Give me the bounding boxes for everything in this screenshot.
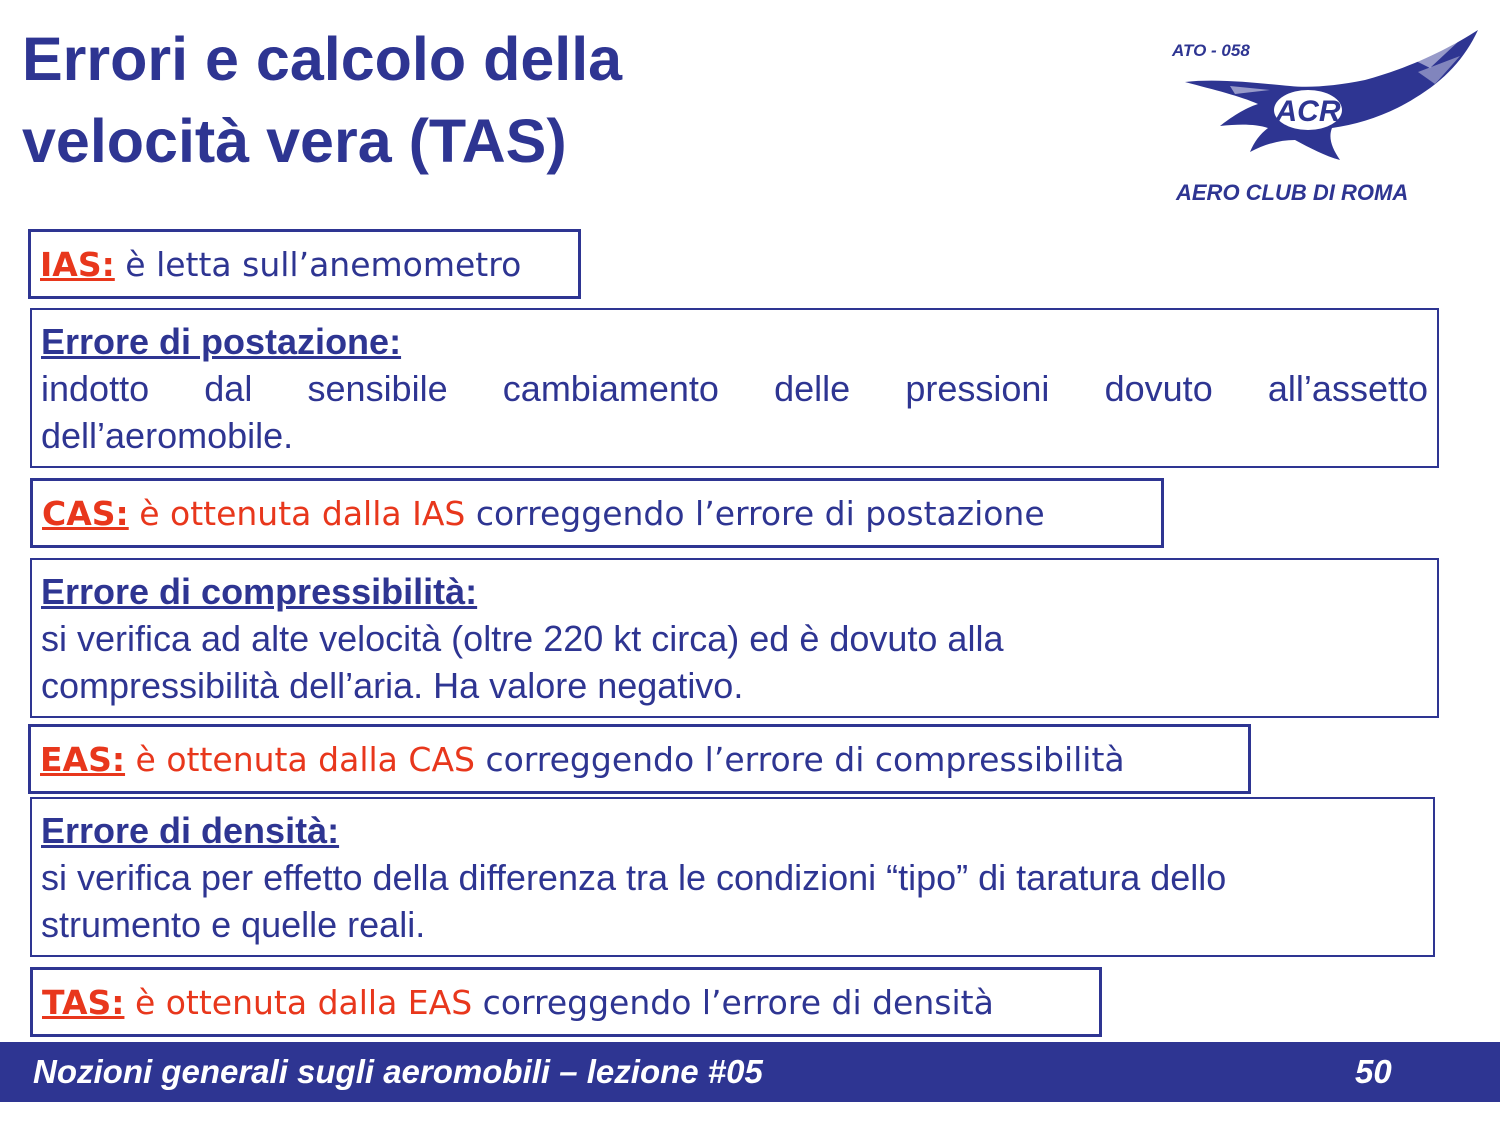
eas-term: EAS: <box>40 740 126 779</box>
error-densita-line1: si verifica per effetto della differenza tra le condizioni “tipo” di taratura dello <box>41 857 1227 898</box>
aero-club-logo <box>1160 28 1490 208</box>
error-postazione-line2: dell’aeromobile. <box>41 415 294 456</box>
tas-definition-box <box>30 967 1102 1037</box>
eas-red-text: è ottenuta dalla CAS <box>125 740 475 779</box>
error-compressibilita-line2: compressibilità dell’aria. Ha valore negativo. <box>41 665 744 706</box>
ias-text: è letta sull’anemometro <box>114 245 522 284</box>
error-densita-box <box>30 797 1435 957</box>
footer-lesson-title: Nozioni generali sugli aeromobili – lezione #05 <box>33 1053 763 1090</box>
error-postazione-heading: Errore di postazione: <box>41 321 402 362</box>
error-compressibilita-heading: Errore di compressibilità: <box>41 571 478 612</box>
cas-blue-text: correggendo l’errore di postazione <box>465 494 1045 533</box>
error-postazione-line1: indotto dal sensibile cambiamento delle pressioni dovuto all’assetto <box>41 368 1428 409</box>
ias-definition-box <box>28 229 581 299</box>
tas-red-text: è ottenuta dalla EAS <box>124 983 473 1022</box>
tas-term: TAS: <box>42 983 125 1022</box>
eagle-logo-icon <box>1160 28 1490 208</box>
cas-definition-box <box>30 478 1164 548</box>
eas-definition-box <box>28 724 1251 794</box>
error-compressibilita-box <box>30 558 1439 718</box>
footer-bar <box>0 1042 1500 1102</box>
logo-name: AERO CLUB DI ROMA <box>1176 180 1409 205</box>
page-number: 50 <box>1355 1053 1392 1090</box>
title-line-2: velocità vera (TAS) <box>22 107 567 175</box>
eas-blue-text: correggendo l’errore di compressibilità <box>474 740 1125 779</box>
logo-monogram: ACR <box>1275 95 1341 128</box>
error-postazione-box <box>30 308 1439 468</box>
slide-title <box>22 18 782 182</box>
error-densita-line2: strumento e quelle reali. <box>41 904 426 945</box>
error-densita-heading: Errore di densità: <box>41 810 340 851</box>
error-compressibilita-line1: si verifica ad alte velocità (oltre 220 kt circa) ed è dovuto alla <box>41 618 1004 659</box>
title-line-1: Errori e calcolo della <box>22 25 623 93</box>
cas-term: CAS: <box>42 494 129 533</box>
logo-code: ATO - 058 <box>1172 41 1250 60</box>
ias-term: IAS: <box>40 245 115 284</box>
cas-red-text: è ottenuta dalla IAS <box>128 494 466 533</box>
tas-blue-text: correggendo l’errore di densità <box>472 983 994 1022</box>
